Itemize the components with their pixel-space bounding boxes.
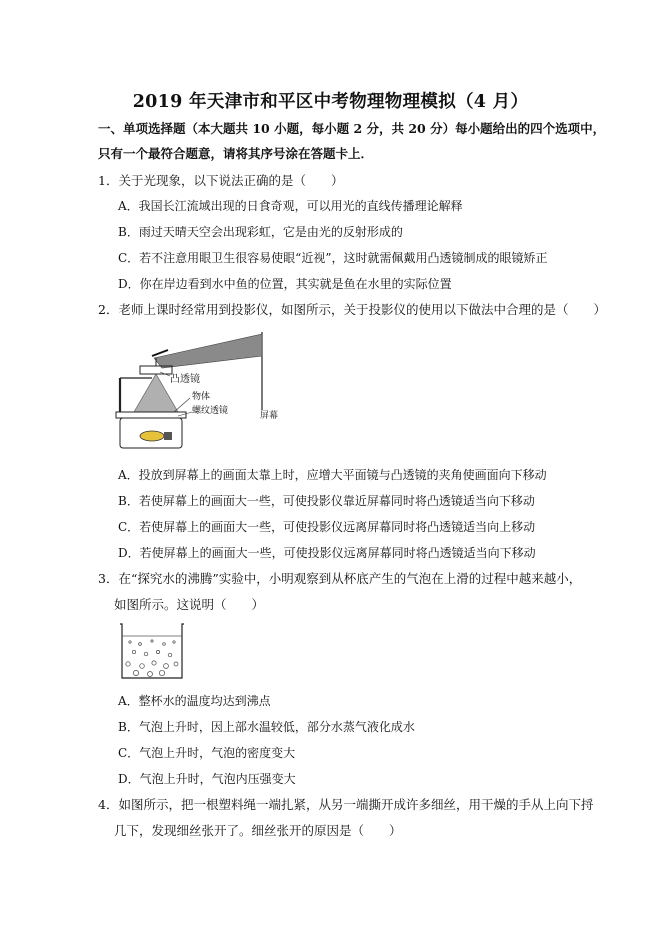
label-screen: 屏幕 [260,411,279,421]
question-3-stem-line2: 如图所示。这说明（ ） [114,597,265,612]
question-4-stem-line1: 4．如图所示，把一根塑料绳一端扎紧，从另一端撕开成许多细丝，用干燥的手从上向下捋 [98,797,594,812]
section-instructions-line1: 一、单项选择题（本大题共 10 小题，每小题 2 分，共 20 分）每小题给出的四个选项中， [98,121,606,136]
question-3-option-b: B．气泡上升时，因上部水温较低，部分水蒸气液化成水 [118,720,415,734]
question-3-option-a: A．整杯水的温度均达到沸点 [118,694,271,708]
question-2-stem: 2．老师上课时经常用到投影仪，如图所示，关于投影仪的使用以下做法中合理的是（ ） [98,302,606,317]
question-3-option-d: D．气泡上升时，气泡内压强变大 [118,772,296,786]
beaker-bubbles-figure [116,622,188,682]
page-title: 2019 年天津市和平区中考物理物理模拟（4 月） [132,92,529,112]
section-instructions-line2: 只有一个最符合题意，请将其序号涂在答题卡上． [98,146,374,161]
question-4-stem-line2: 几下，发现细丝张开了。细丝张开的原因是（ ） [114,823,402,838]
label-fresnel-lens: 螺纹透镜 [192,406,229,416]
question-1-option-d: D．你在岸边看到水中鱼的位置，其实就是鱼在水里的实际位置 [118,277,452,291]
question-2-option-a: A．投放到屏幕上的画面太靠上时，应增大平面镜与凸透镜的夹角使画面向下移动 [118,468,547,482]
question-1-option-a: A．我国长江流域出现的日食奇观，可以用光的直线传播理论解释 [118,199,463,213]
question-2-option-b: B．若使屏幕上的画面大一些，可使投影仪靠近屏幕同时将凸透镜适当向下移动 [118,494,535,508]
question-3-stem-line1: 3．在“探究水的沸腾”实验中，小明观察到从杯底产生的气泡在上滑的过程中越来越小， [98,571,582,586]
question-1-option-c: C．若不注意用眼卫生很容易使眼“近视”，这时就需佩戴用凸透镜制成的眼镜矫正 [118,251,548,265]
question-2-option-c: C．若使屏幕上的画面大一些，可使投影仪远离屏幕同时将凸透镜适当向上移动 [118,520,536,534]
question-2-option-d: D．若使屏幕上的画面大一些，可使投影仪远离屏幕同时将凸透镜适当向下移动 [118,546,536,560]
question-3-option-c: C．气泡上升时，气泡的密度变大 [118,746,296,760]
label-convex-lens: 凸透镜 [170,374,200,385]
question-1-stem: 1．关于光现象，以下说法正确的是（ ） [98,173,344,188]
question-1-option-b: B．雨过天晴天空会出现彩虹，它是由光的反射形成的 [118,225,403,239]
label-object: 物体 [192,392,211,402]
projector-figure [112,328,279,456]
